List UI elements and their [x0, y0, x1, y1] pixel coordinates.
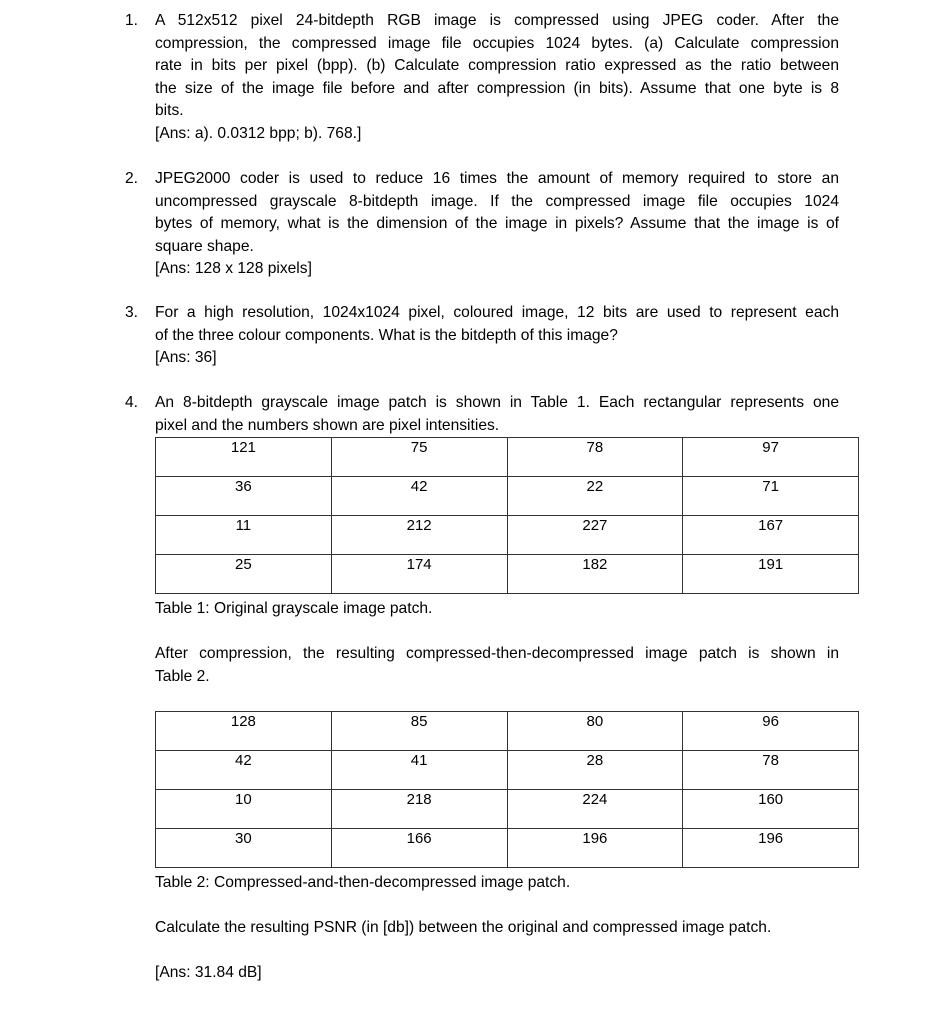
question-4-number: 4. [125, 394, 139, 411]
pixel-cell: 42 [331, 477, 507, 516]
table-row [156, 790, 859, 829]
question-4-text [155, 392, 839, 437]
question-line: uncompressed grayscale 8-bitdepth image. If the compressed image file occupies 1024 [155, 192, 839, 210]
question-line: rate in bits per pixel (bpp). (b) Calculate compression ratio expressed as the ratio between [155, 57, 839, 74]
pixel-cell: 174 [331, 555, 507, 594]
pixel-cell: 196 [683, 829, 859, 868]
question-line: JPEG2000 coder is used to reduce 16 times the amount of memory required to store an [155, 170, 839, 187]
question-line: the size of the image file before and after compression (in bits). Assume that one byte is 8 [155, 79, 839, 97]
pixel-cell: 167 [683, 516, 859, 555]
pixel-cell: 218 [331, 790, 507, 829]
question-1-number: 1. [125, 12, 139, 29]
question-1-answer: [Ans: a). 0.0312 bpp; b). 768.] [155, 124, 362, 142]
question-2-number: 2. [125, 170, 139, 187]
pixel-cell: 41 [331, 751, 507, 790]
pixel-cell: 224 [507, 790, 683, 829]
question-line: pixel and the numbers shown are pixel intensities. [155, 416, 500, 434]
pixel-cell: 96 [683, 712, 859, 751]
pixel-cell: 227 [507, 516, 683, 555]
pixel-cell: 166 [331, 829, 507, 868]
question-line: bytes of memory, what is the dimension of the image in pixels? Assume that the image is of [155, 215, 839, 232]
pixel-cell: 28 [507, 751, 683, 790]
pixel-cell: 75 [331, 438, 507, 477]
table-1-caption: Table 1: Original grayscale image patch. [155, 600, 433, 617]
pixel-cell: 71 [683, 477, 859, 516]
question-line: compression, the compressed image file occupies 1024 bytes. (a) Calculate compression [155, 34, 839, 52]
pixel-cell: 78 [507, 438, 683, 477]
question-line: A 512x512 pixel 24-bitdepth RGB image is compressed using JPEG coder. After the [155, 12, 839, 29]
table-row [156, 751, 859, 790]
pixel-cell: 128 [156, 712, 332, 751]
pixel-cell: 78 [683, 751, 859, 790]
question-2-text [155, 168, 839, 281]
question-line: An 8-bitdepth grayscale image patch is shown in Table 1. Each rectangular represents one [155, 394, 839, 411]
question-line: of the three colour components. What is the bitdepth of this image? [155, 326, 618, 344]
question-3-number: 3. [125, 304, 139, 321]
question-1-text [155, 10, 839, 145]
table-row [156, 555, 859, 594]
question-3-answer: [Ans: 36] [155, 349, 217, 366]
question-line: bits. [155, 102, 184, 119]
pixel-cell: 36 [156, 477, 332, 516]
table-original-patch [155, 437, 859, 594]
final-answer: [Ans: 31.84 dB] [155, 964, 262, 981]
question-3-text [155, 302, 839, 370]
pixel-cell: 10 [156, 790, 332, 829]
pixel-cell: 85 [331, 712, 507, 751]
question-line: square shape. [155, 237, 254, 255]
psnr-question: Calculate the resulting PSNR (in [db]) between the original and compressed image patch. [155, 919, 772, 936]
table-2-caption: Table 2: Compressed-and-then-decompressed image patch. [155, 874, 571, 891]
table-row [156, 516, 859, 555]
table-row [156, 712, 859, 751]
pixel-cell: 97 [683, 438, 859, 477]
table-row [156, 438, 859, 477]
pixel-cell: 25 [156, 555, 332, 594]
pixel-cell: 121 [156, 438, 332, 477]
pixel-cell: 212 [331, 516, 507, 555]
paragraph-line: After compression, the resulting compressed-then-decompressed image patch is shown in [155, 645, 839, 662]
pixel-cell: 182 [507, 555, 683, 594]
question-2-answer: [Ans: 128 x 128 pixels] [155, 260, 312, 277]
pixel-cell: 11 [156, 516, 332, 555]
paragraph-line: Table 2. [155, 667, 210, 685]
pixel-cell: 42 [156, 751, 332, 790]
pixel-cell: 22 [507, 477, 683, 516]
pixel-cell: 160 [683, 790, 859, 829]
pixel-cell: 191 [683, 555, 859, 594]
pixel-cell: 196 [507, 829, 683, 868]
table-decompressed-patch [155, 711, 859, 868]
after-compression-text [155, 643, 839, 688]
pixel-cell: 80 [507, 712, 683, 751]
question-line: For a high resolution, 1024x1024 pixel, coloured image, 12 bits are used to represent each [155, 304, 839, 321]
pixel-cell: 30 [156, 829, 332, 868]
table-row [156, 477, 859, 516]
table-row [156, 829, 859, 868]
